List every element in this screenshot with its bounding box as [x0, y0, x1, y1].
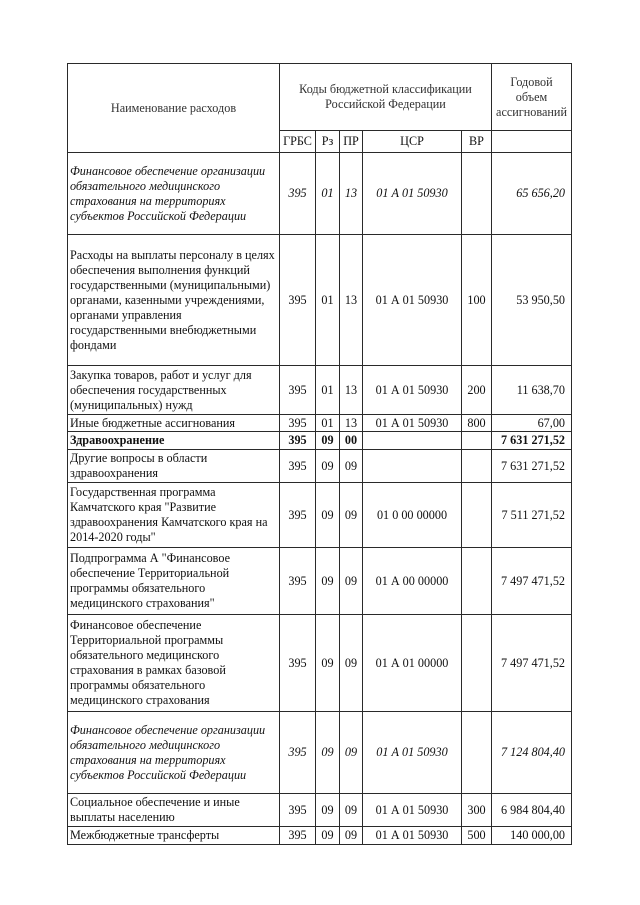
row-grbs: 395	[280, 153, 316, 235]
row-csr: 01 0 00 00000	[363, 483, 462, 548]
row-vr: 500	[462, 827, 492, 845]
row-name: Расходы на выплаты персоналу в целях обеспечения выполнения функций государственными (муниципальными) органами, казенными учреждениями, органами управления государственными внебюджетными фондами	[68, 235, 280, 366]
row-amount: 7 631 271,52	[492, 450, 572, 483]
row-rz: 09	[316, 827, 340, 845]
row-csr: 01 А 01 50930	[363, 827, 462, 845]
row-name: Закупка товаров, работ и услуг для обеспечения государственных (муниципальных) нужд	[68, 366, 280, 415]
row-vr	[462, 712, 492, 794]
row-rz: 09	[316, 615, 340, 712]
row-amount: 67,00	[492, 415, 572, 432]
row-grbs: 395	[280, 794, 316, 827]
subheader-grbs: ГРБС	[280, 131, 316, 153]
row-csr	[363, 432, 462, 450]
row-name: Финансовое обеспечение организации обязательного медицинского страхования на территориях субъектов Российской Федерации	[68, 153, 280, 235]
row-pr: 00	[340, 432, 363, 450]
row-rz: 09	[316, 483, 340, 548]
row-vr: 800	[462, 415, 492, 432]
row-grbs: 395	[280, 483, 316, 548]
row-pr: 09	[340, 450, 363, 483]
row-grbs: 395	[280, 366, 316, 415]
subheader-pr: ПР	[340, 131, 363, 153]
row-grbs: 395	[280, 235, 316, 366]
row-grbs: 395	[280, 548, 316, 615]
row-grbs: 395	[280, 415, 316, 432]
row-rz: 01	[316, 235, 340, 366]
row-amount: 7 497 471,52	[492, 548, 572, 615]
row-rz: 09	[316, 712, 340, 794]
row-pr: 13	[340, 235, 363, 366]
table-row	[68, 827, 572, 845]
row-name: Здравоохранение	[68, 432, 280, 450]
subheader-amount-empty	[492, 131, 572, 153]
header-row	[68, 64, 572, 131]
row-vr	[462, 450, 492, 483]
row-csr: 01 А 01 50930	[363, 366, 462, 415]
row-rz: 09	[316, 432, 340, 450]
budget-table	[67, 63, 572, 845]
table-row	[68, 415, 572, 432]
table-row	[68, 235, 572, 366]
row-vr	[462, 153, 492, 235]
table-row	[68, 432, 572, 450]
row-vr	[462, 432, 492, 450]
row-pr: 09	[340, 483, 363, 548]
row-name: Иные бюджетные ассигнования	[68, 415, 280, 432]
row-csr: 01 А 01 50930	[363, 712, 462, 794]
table-row	[68, 712, 572, 794]
table-row	[68, 153, 572, 235]
row-vr: 300	[462, 794, 492, 827]
row-vr: 200	[462, 366, 492, 415]
row-grbs: 395	[280, 450, 316, 483]
row-pr: 13	[340, 415, 363, 432]
row-csr: 01 А 01 50930	[363, 794, 462, 827]
row-grbs: 395	[280, 712, 316, 794]
row-csr: 01 А 01 00000	[363, 615, 462, 712]
row-pr: 09	[340, 615, 363, 712]
table-row	[68, 450, 572, 483]
header-annual-col: Годовой объем ассигнований	[492, 64, 572, 131]
row-pr: 09	[340, 794, 363, 827]
header-name-col: Наименование расходов	[68, 64, 280, 153]
subheader-rz: Рз	[316, 131, 340, 153]
header-codes-group: Коды бюджетной классификации Российской Федерации	[280, 64, 492, 131]
row-name: Социальное обеспечение и иные выплаты населению	[68, 794, 280, 827]
table-row	[68, 548, 572, 615]
subheader-csr: ЦСР	[363, 131, 462, 153]
table-row	[68, 615, 572, 712]
row-grbs: 395	[280, 432, 316, 450]
row-pr: 13	[340, 153, 363, 235]
row-vr	[462, 548, 492, 615]
row-name: Межбюджетные трансферты	[68, 827, 280, 845]
row-pr: 09	[340, 712, 363, 794]
row-grbs: 395	[280, 827, 316, 845]
row-name: Государственная программа Камчатского края "Развитие здравоохранения Камчатского края на 2014-2020 годы"	[68, 483, 280, 548]
row-amount: 53 950,50	[492, 235, 572, 366]
row-amount: 7 497 471,52	[492, 615, 572, 712]
row-rz: 09	[316, 450, 340, 483]
row-amount: 7 511 271,52	[492, 483, 572, 548]
row-rz: 01	[316, 415, 340, 432]
row-vr: 100	[462, 235, 492, 366]
row-amount: 140 000,00	[492, 827, 572, 845]
row-pr: 13	[340, 366, 363, 415]
row-rz: 09	[316, 548, 340, 615]
row-rz: 09	[316, 794, 340, 827]
row-vr	[462, 615, 492, 712]
row-name: Финансовое обеспечение организации обязательного медицинского страхования на территориях субъектов Российской Федерации	[68, 712, 280, 794]
row-csr	[363, 450, 462, 483]
row-amount: 6 984 804,40	[492, 794, 572, 827]
row-rz: 01	[316, 153, 340, 235]
row-name: Подпрограмма А "Финансовое обеспечение Территориальной программы обязательного медицинского страхования"	[68, 548, 280, 615]
row-name: Другие вопросы в области здравоохранения	[68, 450, 280, 483]
row-csr: 01 А 01 50930	[363, 235, 462, 366]
row-rz: 01	[316, 366, 340, 415]
row-amount: 7 631 271,52	[492, 432, 572, 450]
row-pr: 09	[340, 548, 363, 615]
table-row	[68, 794, 572, 827]
row-vr	[462, 483, 492, 548]
table-row	[68, 483, 572, 548]
table-row	[68, 366, 572, 415]
subheader-vr: ВР	[462, 131, 492, 153]
row-amount: 65 656,20	[492, 153, 572, 235]
row-grbs: 395	[280, 615, 316, 712]
row-name: Финансовое обеспечение Территориальной программы обязательного медицинского страхования в рамках базовой программы обязательного медицинского страхования	[68, 615, 280, 712]
row-csr: 01 А 00 00000	[363, 548, 462, 615]
row-amount: 7 124 804,40	[492, 712, 572, 794]
row-csr: 01 А 01 50930	[363, 153, 462, 235]
row-amount: 11 638,70	[492, 366, 572, 415]
row-csr: 01 А 01 50930	[363, 415, 462, 432]
row-pr: 09	[340, 827, 363, 845]
